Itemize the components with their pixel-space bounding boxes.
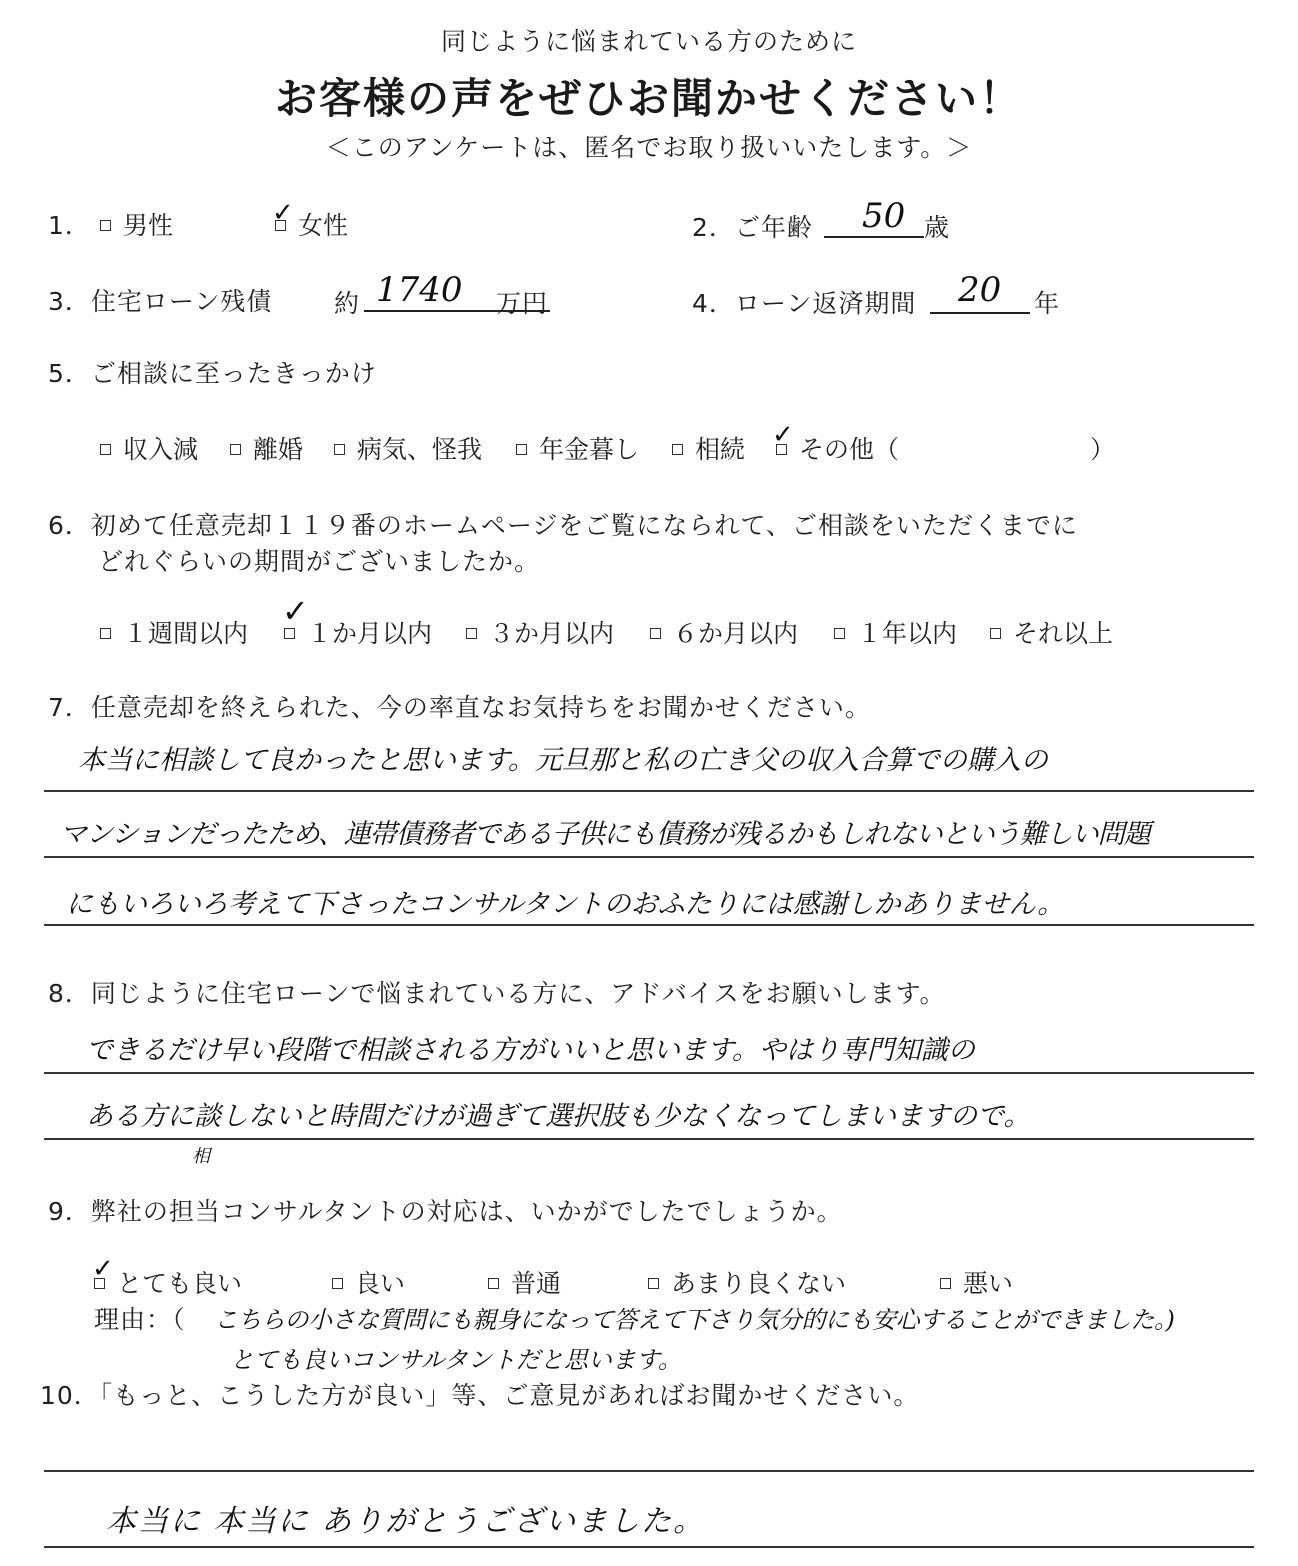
- q8-answer-line2: ある方に談しないと時間だけが過ぎて選択肢も少なくなってしまいますので。: [86, 1101, 1031, 1132]
- q4-underline: [930, 312, 1030, 314]
- checkbox-icon: [516, 444, 527, 455]
- q6-option-within-1-year[interactable]: １年以内: [834, 614, 957, 650]
- checkbox-icon: [940, 1278, 951, 1289]
- q6-option-within-3-months[interactable]: ３か月以内: [466, 614, 614, 650]
- q6-label-line2: どれぐらいの期間がございましたか。: [98, 547, 541, 576]
- q9-option-bad[interactable]: 悪い: [940, 1264, 1013, 1300]
- checkbox-icon: [100, 220, 111, 231]
- q5-label: 5．ご相談に至ったきっかけ: [48, 359, 377, 388]
- q4-label: 4．ローン返済期間: [692, 289, 917, 318]
- q8-answer-rule: [44, 1072, 1254, 1074]
- q7-answer-rule: [44, 790, 1254, 792]
- q3-label: 3．住宅ローン残債: [48, 287, 273, 316]
- q5-option-inheritance[interactable]: 相続: [672, 430, 745, 466]
- q4-period-value: 20: [958, 270, 1002, 310]
- q10-answer-rule: [44, 1546, 1254, 1548]
- q6-option-within-1-week[interactable]: １週間以内: [100, 614, 248, 650]
- q9-option-good[interactable]: 良い: [332, 1264, 405, 1300]
- q8-correction-mark: 相: [192, 1146, 210, 1167]
- q2-underline: [824, 236, 924, 238]
- checkbox-icon: [100, 444, 111, 455]
- q4-unit: 年: [1034, 289, 1061, 318]
- anonymity-note: ＜このアンケートは、匿名でお取り扱いいたします。＞: [325, 133, 973, 162]
- q9-reason-line2: とても良いコンサルタントだと思います。: [230, 1346, 682, 1374]
- checkbox-icon: [650, 628, 661, 639]
- q10-answer-rule: [44, 1470, 1254, 1472]
- q8-label: 8．同じように住宅ローンで悩まれている方に、アドバイスをお願いします。: [48, 979, 946, 1008]
- checkbox-icon: [100, 628, 111, 639]
- check-mark-icon: ✓: [772, 420, 794, 450]
- checkbox-icon: [332, 1278, 343, 1289]
- q2-label: 2．ご年齢: [692, 213, 813, 242]
- q7-answer-line3: にもいろいろ考えて下さったコンサルタントのおふたりには感謝しかありません。: [66, 889, 1065, 920]
- q9-option-average[interactable]: 普通: [488, 1264, 561, 1300]
- q5-option-pension-life[interactable]: 年金暮し: [516, 430, 639, 466]
- q3-unit: 万円: [496, 289, 549, 318]
- checkbox-icon: [488, 1278, 499, 1289]
- q9-option-very-good[interactable]: とても良い: [94, 1264, 242, 1300]
- checkbox-icon: [648, 1278, 659, 1289]
- checkbox-icon: [230, 444, 241, 455]
- q7-answer-line2: マンションだったため、連帯債務者である子供にも債務が残るかもしれないという難しい問題: [60, 819, 1150, 850]
- q2-unit: 歳: [924, 213, 951, 242]
- q6-option-within-1-month[interactable]: １か月以内: [284, 614, 432, 650]
- q10-answer: 本当に 本当に ありがとうございました。: [106, 1504, 706, 1539]
- check-mark-icon: ✓: [282, 592, 309, 630]
- q7-label: 7．任意売却を終えられた、今の率直なお気持ちをお聞かせください。: [48, 693, 871, 722]
- q6-option-within-6-months[interactable]: ６か月以内: [650, 614, 798, 650]
- q7-answer-rule: [44, 856, 1254, 858]
- q5-option-income-decrease[interactable]: 収入減: [100, 430, 198, 466]
- q3-loan-balance-value: 1740: [376, 270, 463, 310]
- q1-option-female[interactable]: 女性: [275, 206, 348, 242]
- check-mark-icon: ✓: [272, 198, 294, 228]
- q1-number: 1．: [48, 211, 91, 240]
- q9-reason-label: 理由：（: [94, 1305, 186, 1334]
- q3-prefix: 約: [334, 289, 361, 318]
- checkbox-icon: [990, 628, 1001, 639]
- q6-option-longer[interactable]: それ以上: [990, 614, 1113, 650]
- q6-label-line1: 6．初めて任意売却１１９番のホームページをご覧になられて、ご相談をいただくまでに: [48, 511, 1078, 540]
- checkbox-icon: [466, 628, 477, 639]
- q7-answer-rule: [44, 924, 1254, 926]
- checkbox-icon: [834, 628, 845, 639]
- check-mark-icon: ✓: [92, 1254, 114, 1284]
- q8-answer-line1: できるだけ早い段階で相談される方がいいと思います。やはり専門知識の: [86, 1035, 975, 1066]
- q10-label: 10．「もっと、こうした方が良い」等、ご意見があればお聞かせください。: [40, 1381, 920, 1410]
- q5-option-illness-injury[interactable]: 病気、怪我: [334, 430, 482, 466]
- q5-option-other[interactable]: その他（: [776, 430, 899, 466]
- q1-option-male[interactable]: 男性: [100, 206, 173, 242]
- q5-other-close-paren: ）: [1090, 435, 1116, 464]
- q2-age-value: 50: [862, 196, 906, 236]
- q8-answer-rule: [44, 1138, 1254, 1140]
- checkbox-icon: [334, 444, 345, 455]
- q9-reason-line1: こちらの小さな質問にも親身になって答えて下さり気分的にも安心することができました。): [214, 1306, 1175, 1334]
- survey-title: お客様の声をぜひお聞かせください！: [274, 74, 1023, 123]
- survey-subtitle: 同じように悩まれている方のために: [440, 27, 857, 56]
- q9-option-not-very-good[interactable]: あまり良くない: [648, 1264, 846, 1300]
- q5-option-divorce[interactable]: 離婚: [230, 430, 303, 466]
- q9-label: 9．弊社の担当コンサルタントの対応は、いかがでしたでしょうか。: [48, 1197, 843, 1226]
- checkbox-icon: [672, 444, 683, 455]
- q7-answer-line1: 本当に相談して良かったと思います。元旦那と私の亡き父の収入合算での購入の: [78, 745, 1048, 776]
